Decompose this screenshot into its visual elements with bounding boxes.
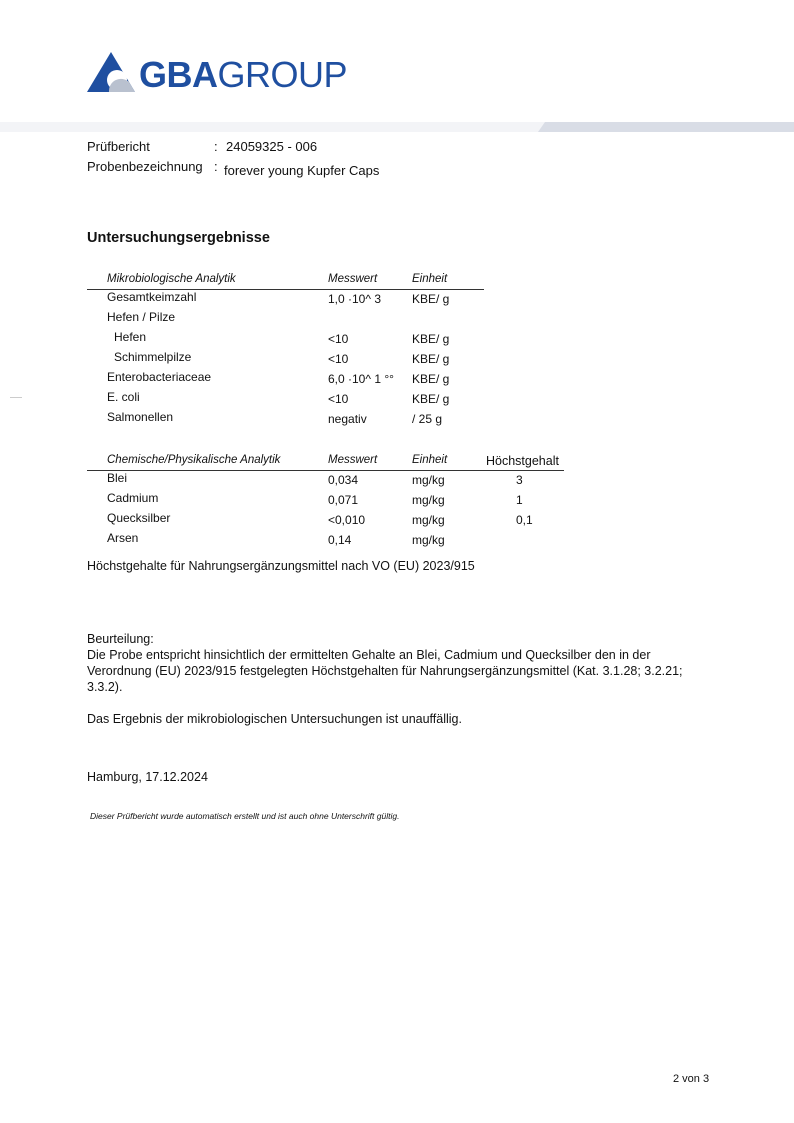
- micro-header-analysis: Mikrobiologische Analytik: [107, 273, 236, 285]
- table-row-unit: mg/kg: [412, 533, 445, 547]
- table-row-unit: KBE/ g: [412, 292, 450, 306]
- micro-header-value: Messwert: [328, 273, 378, 285]
- table-row-unit: KBE/ g: [412, 352, 450, 366]
- assessment-label: Beurteilung:: [87, 632, 154, 646]
- table-row-unit: KBE/ g: [412, 332, 450, 346]
- table-row-value: 6,0 ·10^ 1 °°: [328, 372, 394, 386]
- sample-name: forever young Kupfer Caps: [224, 163, 380, 178]
- table-row-name: Quecksilber: [107, 511, 171, 525]
- table-row-value: <0,010: [328, 513, 366, 527]
- page-number: 2 von 3: [673, 1073, 710, 1085]
- table-row-unit: mg/kg: [412, 493, 445, 507]
- table-row-value: 1,0 ·10^ 3: [328, 292, 381, 306]
- table-row-value: <10: [328, 332, 349, 346]
- table-row-value: 0,14: [328, 533, 352, 547]
- report-separator: :: [214, 139, 218, 154]
- chem-header-rule: [87, 470, 564, 471]
- table-row-unit: KBE/ g: [412, 372, 450, 386]
- logo-bold-text: GBA: [139, 54, 218, 95]
- table-row-unit: KBE/ g: [412, 392, 450, 406]
- table-row-value: negativ: [328, 412, 367, 426]
- table-row-max: 3: [516, 473, 523, 487]
- table-row-name: Gesamtkeimzahl: [107, 290, 197, 304]
- table-row-value: <10: [328, 392, 349, 406]
- micro-assessment-text: Das Ergebnis der mikrobiologischen Untersuchungen ist unauffällig.: [87, 712, 462, 726]
- micro-header-unit: Einheit: [412, 273, 448, 285]
- chem-header-analysis: Chemische/Physikalische Analytik: [107, 454, 281, 466]
- table-row-value: 0,071: [328, 493, 359, 507]
- report-number: 24059325 - 006: [226, 139, 318, 154]
- logo-mark-icon: [87, 52, 135, 94]
- table-row-name: Hefen / Pilze: [107, 310, 176, 324]
- report-label: Prüfbericht: [87, 139, 150, 154]
- chem-header-unit: Einheit: [412, 454, 448, 466]
- table-row-unit: / 25 g: [412, 412, 443, 426]
- table-row-value: 0,034: [328, 473, 359, 487]
- section-title: Untersuchungsergebnisse: [87, 230, 270, 246]
- table-row-unit: mg/kg: [412, 513, 445, 527]
- limits-note: Höchstgehalte für Nahrungsergänzungsmittel nach VO (EU) 2023/915: [87, 559, 475, 573]
- sample-label: Probenbezeichnung: [87, 159, 203, 174]
- table-row-max: 1: [516, 493, 523, 507]
- logo-light-text: GROUP: [217, 54, 348, 95]
- place-date: Hamburg, 17.12.2024: [87, 770, 208, 784]
- table-row-name: Arsen: [107, 531, 139, 545]
- table-row-value: <10: [328, 352, 349, 366]
- assessment-text: Die Probe entspricht hinsichtlich der ermittelten Gehalte an Blei, Cadmium und Quecksilber den in der Verordnung (EU) 2023/915 festgelegten Höchstgehalten für Nahrungsergänzungsmittel (Kat. 3.1.28; 3.2.21; 3.3.2).: [87, 648, 683, 694]
- chem-header-value: Messwert: [328, 454, 378, 466]
- table-row-name: Schimmelpilze: [114, 350, 192, 364]
- table-row-unit: mg/kg: [412, 473, 445, 487]
- table-row-name: Blei: [107, 471, 128, 485]
- table-row-name: Hefen: [114, 330, 147, 344]
- logo-wordmark: [139, 55, 347, 95]
- margin-mark: [10, 397, 22, 398]
- chem-header-max: Höchstgehalt: [486, 454, 559, 468]
- sample-separator: :: [214, 159, 218, 174]
- disclaimer: Dieser Prüfbericht wurde automatisch erstellt und ist auch ohne Unterschrift gültig.: [90, 811, 400, 821]
- table-row-name: Salmonellen: [107, 410, 174, 424]
- table-row-name: E. coli: [107, 390, 140, 404]
- table-row-name: Enterobacteriaceae: [107, 370, 212, 384]
- table-row-max: 0,1: [516, 513, 533, 527]
- table-row-name: Cadmium: [107, 491, 159, 505]
- company-logo: [87, 50, 377, 98]
- header-band: [0, 122, 794, 132]
